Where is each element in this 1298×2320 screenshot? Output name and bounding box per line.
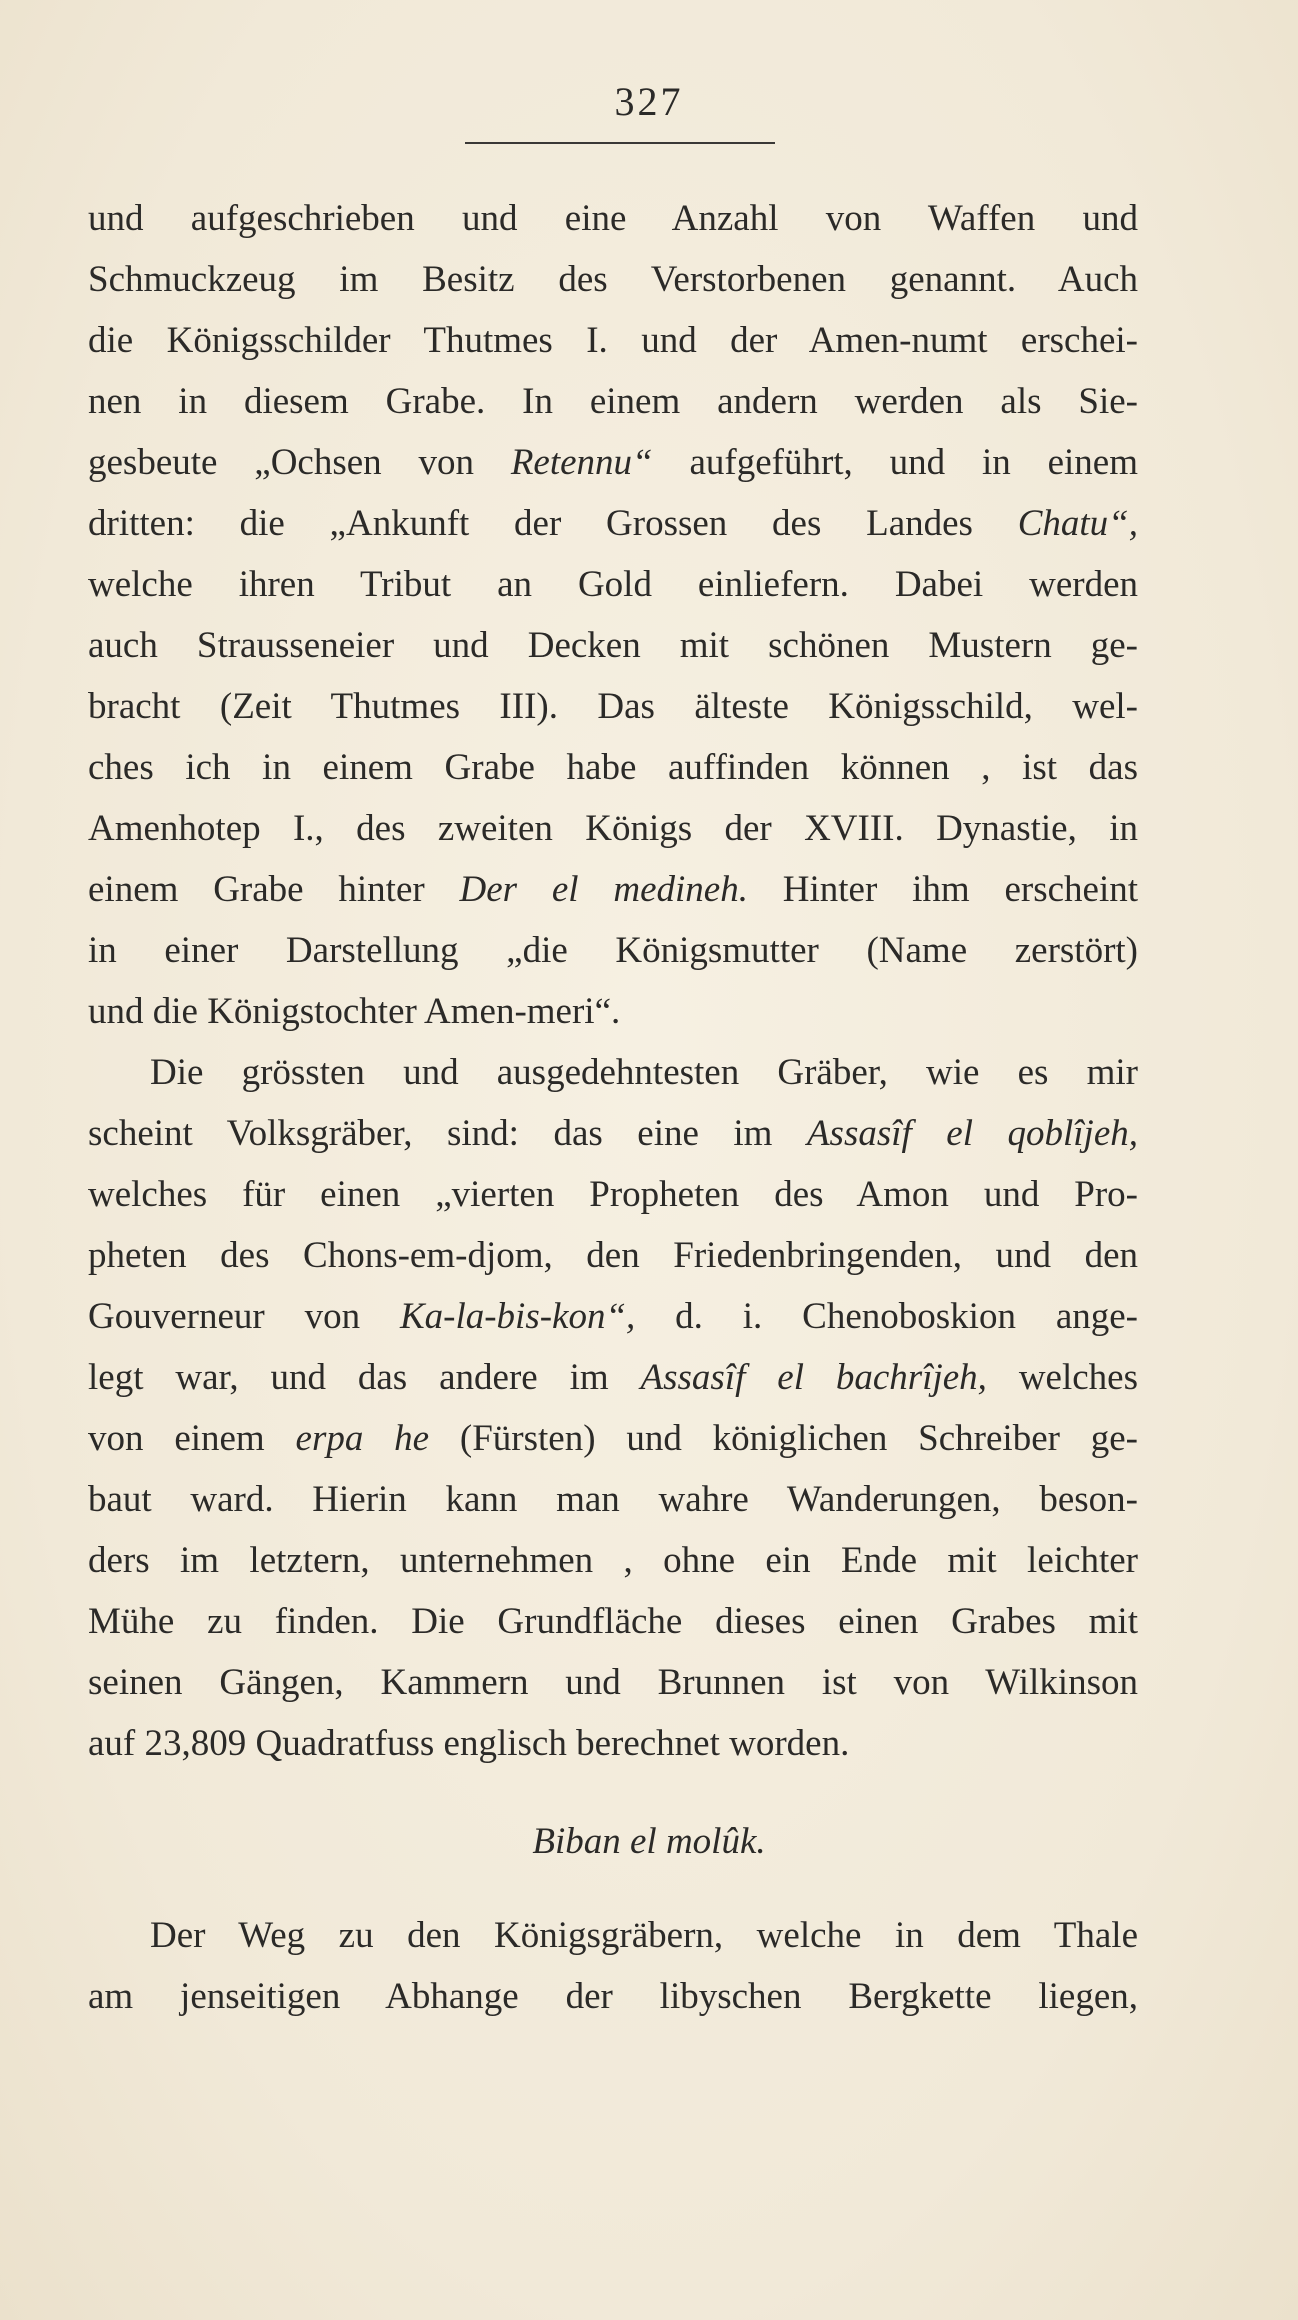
text-segment: aufgeführt, und in einem xyxy=(652,442,1138,483)
text-segment: Hinter ihm erscheint xyxy=(747,869,1139,910)
header-rule xyxy=(465,142,775,144)
text-segment: dritten: die „Ankunft der Grossen des Landes xyxy=(88,503,1018,544)
text-line: bracht (Zeit Thutmes III). Das älteste Königsschild, wel- xyxy=(88,686,1138,727)
text-line: welche ihren Tribut an Gold einliefern. Dabei werden xyxy=(88,564,1138,605)
text-line: Mühe zu finden. Die Grundfläche dieses einen Grabes mit xyxy=(88,1601,1138,1642)
text-segment: einem Grabe hinter xyxy=(88,869,460,910)
text-line: am jenseitigen Abhange der libyschen Bergkette liegen, xyxy=(88,1976,1138,2017)
italic-term: Der el medineh. xyxy=(459,869,748,910)
text-line: ders im letztern, unternehmen , ohne ein Ende mit leichter xyxy=(88,1540,1138,1581)
text-line: und aufgeschrieben und eine Anzahl von Waffen und xyxy=(88,198,1138,239)
text-segment: d. i. Chenoboskion ange- xyxy=(635,1296,1138,1337)
text-line: auch Straussenеier und Decken mit schönen Mustern ge- xyxy=(88,625,1138,666)
text-segment: (Fürsten) und königlichen Schreiber ge- xyxy=(429,1418,1138,1459)
text-line: pheten des Chons-em-djom, den Friedenbringenden, und den xyxy=(88,1235,1138,1276)
text-line xyxy=(88,432,1138,493)
text-line: die Königsschilder Thutmes I. und der Amen-numt erschei- xyxy=(88,320,1138,361)
section-heading: Biban el molûk. xyxy=(532,1821,766,1862)
text-line: Die grössten und ausgedehntesten Gräber, wie es mir xyxy=(150,1052,1138,1093)
text-line: Schmuckzeug im Besitz des Verstorbenen genannt. Auch xyxy=(88,259,1138,300)
text-segment: legt war, und das andere im xyxy=(88,1357,641,1398)
text-line: Amenhotep I., des zweiten Königs der XVIII. Dynastie, in xyxy=(88,808,1138,849)
text-line: ches ich in einem Grabe habe auffinden können , ist das xyxy=(88,747,1138,788)
text-segment: scheint Volksgräber, sind: das eine im xyxy=(88,1113,807,1154)
text-line: und die Königstochter Amen-meri“. xyxy=(88,991,621,1032)
text-segment: welches xyxy=(986,1357,1138,1398)
text-line xyxy=(88,1347,1138,1408)
text-line xyxy=(88,1408,1138,1469)
text-line: nen in diesem Grabe. In einem andern werden als Sie- xyxy=(88,381,1138,422)
text-line: auf 23,809 Quadratfuss englisch berechnet worden. xyxy=(88,1723,850,1764)
text-line: seinen Gängen, Kammern und Brunnen ist von Wilkinson xyxy=(88,1662,1138,1703)
italic-term: Assasîf el bachrîjeh, xyxy=(640,1357,987,1398)
section-text xyxy=(88,1905,1138,2027)
text-line xyxy=(88,1103,1138,1164)
text-line: baut ward. Hierin kann man wahre Wanderungen, beson- xyxy=(88,1479,1138,1520)
text-line xyxy=(88,1286,1138,1347)
italic-term: Retennu“ xyxy=(510,442,653,483)
text-segment: gesbeute „Ochsen von xyxy=(88,442,511,483)
text-segment: von einem xyxy=(88,1418,296,1459)
text-line: Der Weg zu den Königsgräbern, welche in dem Thale xyxy=(150,1915,1138,1956)
italic-term: erpa he xyxy=(295,1418,430,1459)
italic-term: Chatu“, xyxy=(1017,503,1138,544)
page-number: 327 xyxy=(614,79,684,124)
text-segment: Gouverneur von xyxy=(88,1296,400,1337)
text-line: in einer Darstellung „die Königsmutter (Name zerstört) xyxy=(88,930,1138,971)
text-line xyxy=(88,493,1138,554)
italic-term: Ka-la-bis-kon“, xyxy=(399,1296,636,1337)
text-line xyxy=(88,859,1138,920)
text-line: welches für einen „vierten Propheten des Amon und Pro- xyxy=(88,1174,1138,1215)
main-text xyxy=(88,188,1138,1774)
italic-term: Assasîf el qoblîjeh, xyxy=(806,1113,1138,1154)
